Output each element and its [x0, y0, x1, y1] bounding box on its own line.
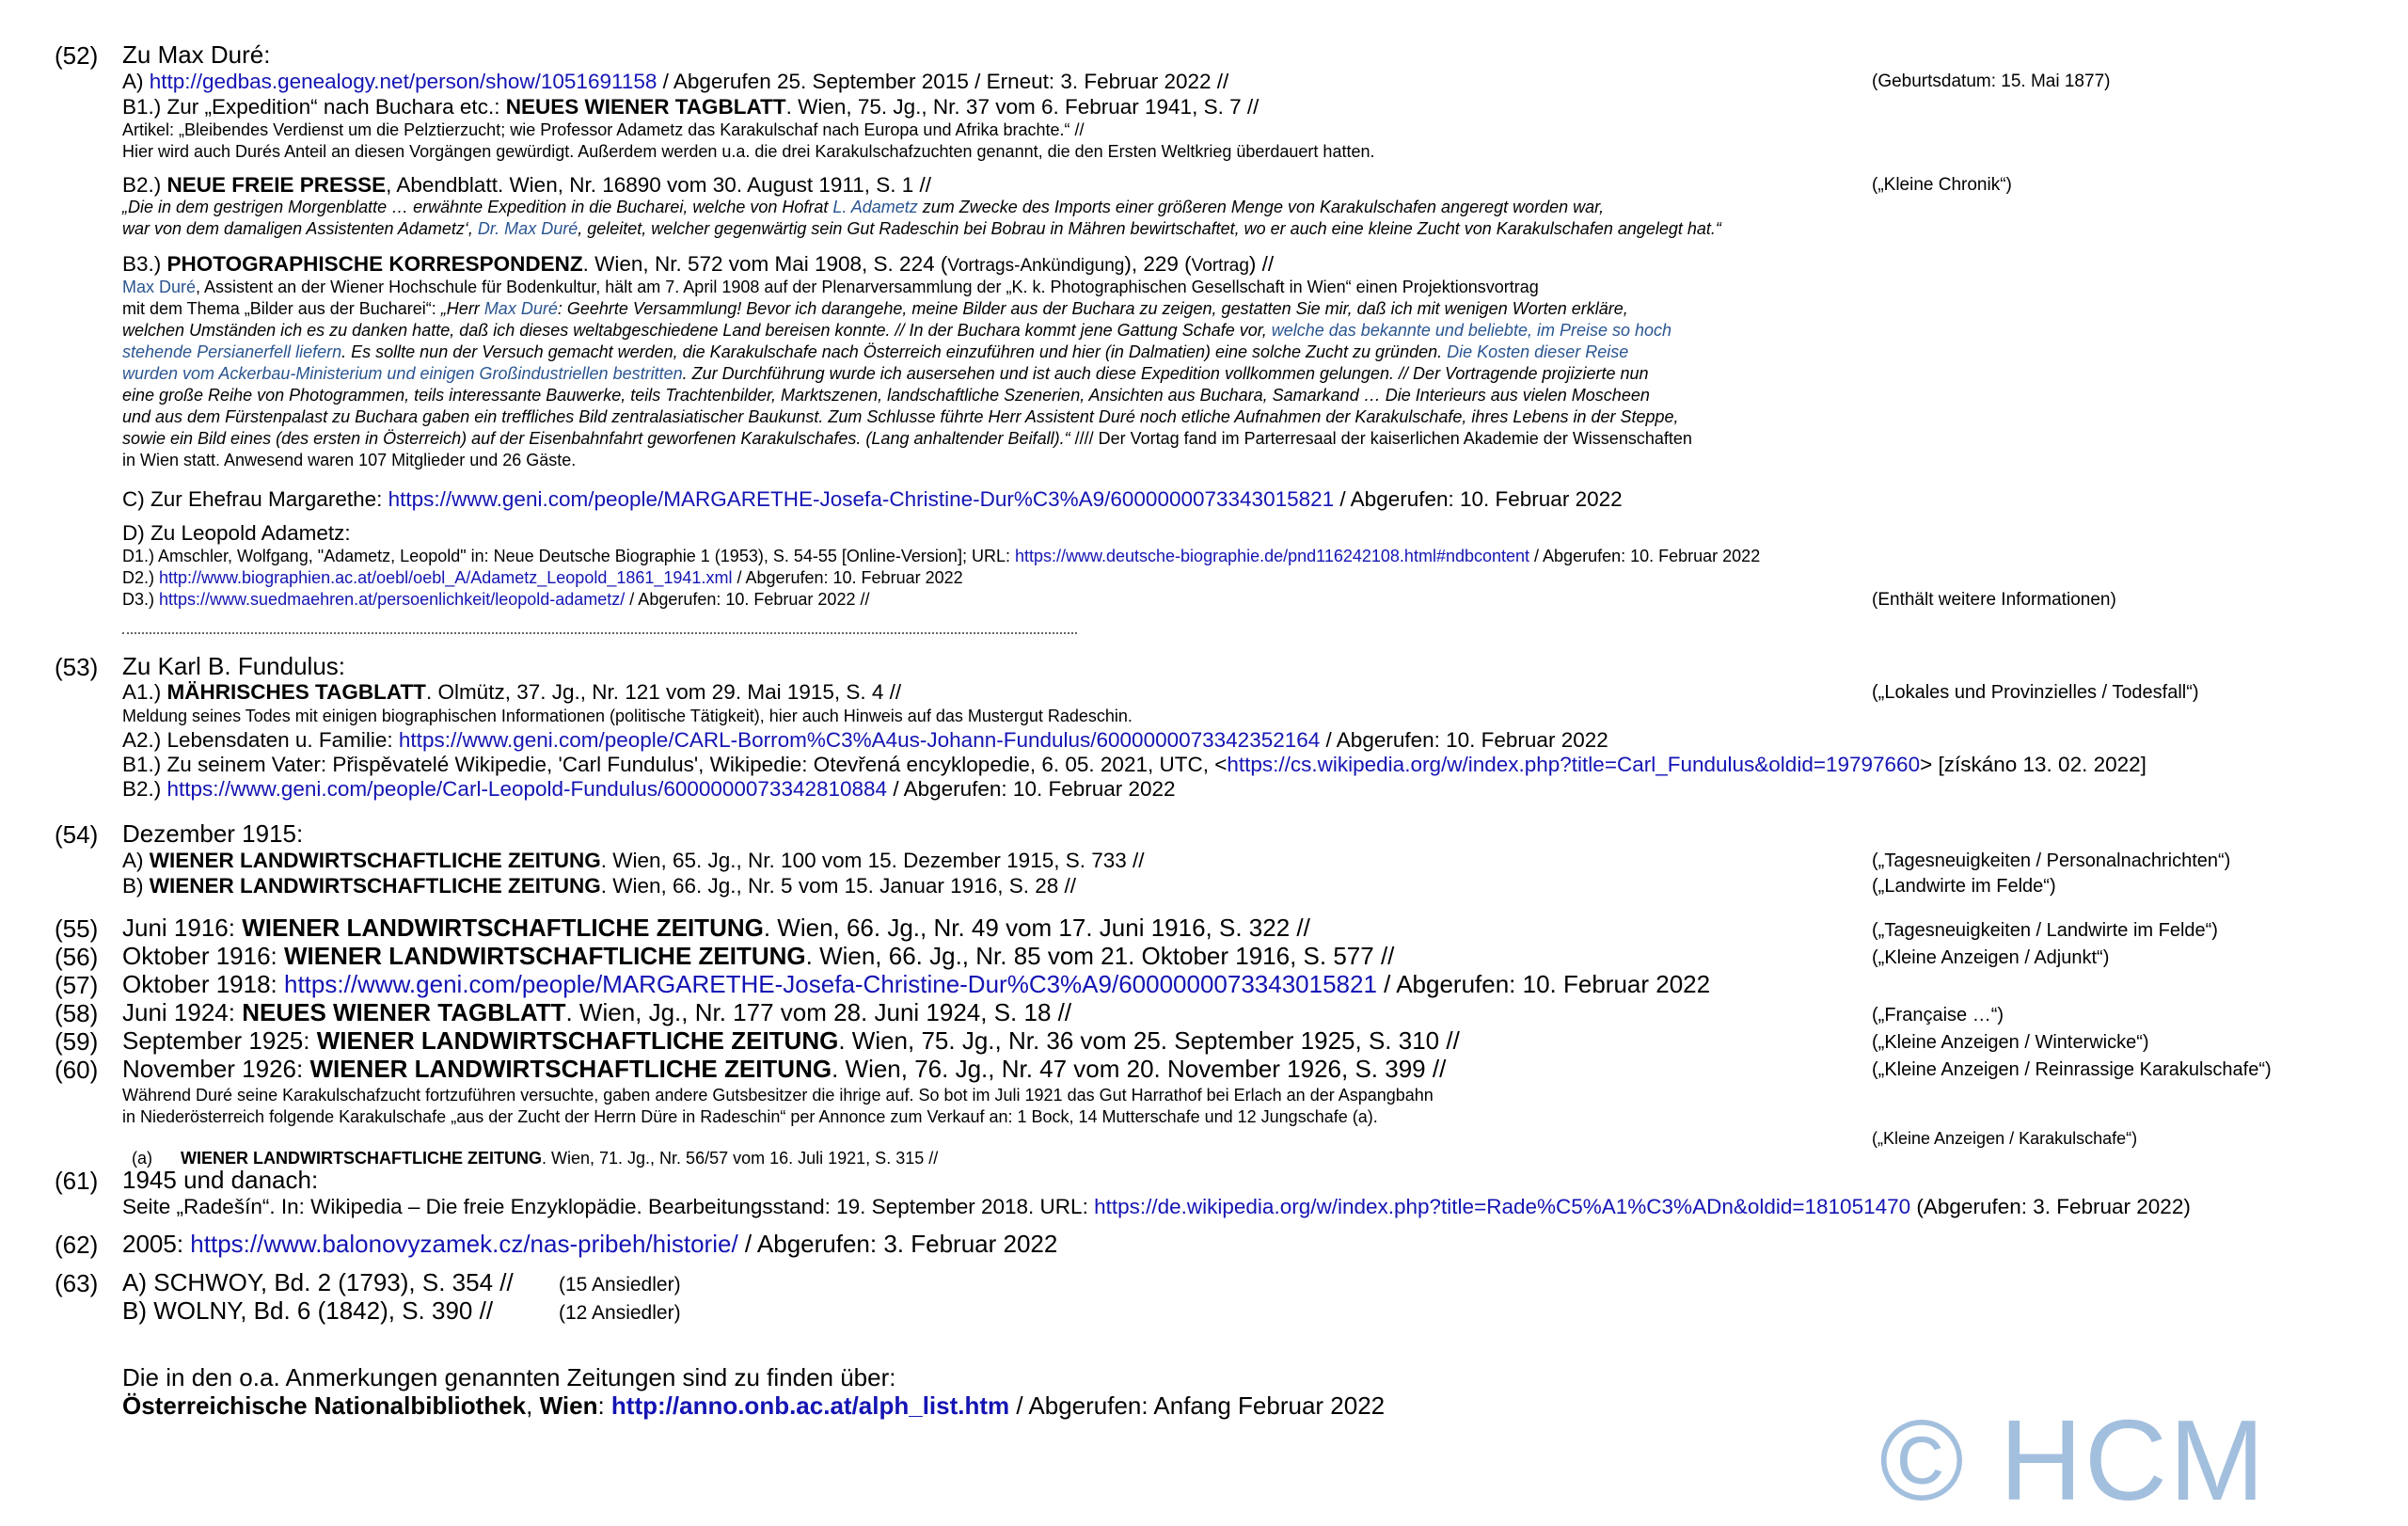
entry-55-prefix: Juni 1916:: [122, 914, 243, 942]
entry-52-b2-source: NEUE FREIE PRESSE: [166, 173, 387, 197]
text: //// Der Vortag fand im Parterresaal der kaiserlichen Akademie der Wissenschaften: [1069, 429, 1692, 448]
entry-57-link[interactable]: https://www.geni.com/people/MARGARETHE-Josefa-Christine-Dur%C3%A9/6000000073343015821: [284, 970, 1377, 998]
entry-53-b2-prefix: B2.): [122, 777, 167, 801]
entry-53-a1: [122, 680, 901, 705]
quote-text: sowie ein Bild eines (des ersten in Österreich) auf der Eisenbahnfahrt geworfenen Karakulschafes. (Lang anhaltender Beifall).“: [122, 429, 1070, 448]
entry-52-d1-suffix: / Abgerufen: 10. Februar 2022: [1529, 547, 1761, 565]
entry-52-d3: [122, 590, 869, 610]
note-number-54: (54): [55, 820, 99, 849]
entry-52-a-prefix: A): [122, 70, 150, 93]
entry-53-b1-prefix: B1.) Zu seinem Vater: Přispěvatelé Wikipedie, 'Carl Fundulus', Wikipedie: Otevřená encyklopedie, 6. 05. 2021, UTC, <: [122, 753, 1228, 776]
quote-text: war von dem damaligen Assistenten Adametz‘,: [122, 219, 478, 238]
entry-53-a2: [122, 728, 1608, 753]
footer-line1: Die in den o.a. Anmerkungen genannten Zeitungen sind zu finden über:: [122, 1363, 896, 1391]
quote-text: „Die in dem gestrigen Morgenblatte … erwähnte Expedition in die Bucharei, welche von Hofrat: [122, 198, 833, 216]
note-number-59: (59): [55, 1027, 99, 1056]
quote-highlight: wurden vom Ackerbau-Ministerium und einigen Großindustriellen bestritten: [122, 364, 683, 383]
entry-55-source: WIENER LANDWIRTSCHAFTLICHE ZEITUNG: [242, 914, 764, 942]
quote-text: : Geehrte Versammlung! Bevor ich darangehe, meine Bilder aus der Buchara zu zeigen, gestatten Sie mir, daß ich mit wenigen Worten erkläre,: [557, 299, 1628, 318]
entry-52-b3: [122, 252, 1274, 277]
entry-52-b1-prefix: B1.) Zur „Expedition“ nach Buchara etc.:: [122, 95, 506, 119]
entry-52-b3-line6: eine große Reihe von Photogrammen, teils interessante Bauwerke, teils Trachtenbilder, Marktszenen, landschaftliche Szenerien, Ansichten aus Buchara, Samarkand … Die Interieurs aus vielen Moscheen: [122, 386, 1650, 405]
footer-sep: ,: [526, 1391, 540, 1420]
entry-52-b1-suffix: . Wien, 75. Jg., Nr. 37 vom 6. Februar 1941, S. 7 //: [785, 95, 1259, 119]
quote-name-adametz: L. Adametz: [832, 198, 918, 216]
entry-52-b1-line2: Hier wird auch Durés Anteil an diesen Vorgängen gewürdigt. Außerdem werden u.a. die drei Karakulschafzuchten genannt, die den Ersten Weltkrieg überdauert hatten.: [122, 142, 1375, 161]
entry-53-a1-note: („Lokales und Provinzielles / Todesfall“): [1872, 682, 2199, 703]
entry-52-b3-line7: und aus dem Fürstenpalast zu Buchara gaben ein treffliches Bild zentralasiatischer Baukunst. Zum Schlusse führte Herr Assistent Duré noch etliche Aufnahmen der Karakulschafe, ihres Lebens in der Steppe,: [122, 407, 1679, 426]
entry-52-b3-line9: in Wien statt. Anwesend waren 107 Mitglieder und 26 Gäste.: [122, 451, 577, 469]
entry-52-b3-tag1: Vortrags-Ankündigung: [947, 256, 1125, 276]
entry-54-b-suffix: . Wien, 66. Jg., Nr. 5 vom 15. Januar 1916, S. 28 //: [600, 874, 1076, 898]
entry-53-a1-prefix: A1.): [122, 680, 167, 704]
entry-53-a1-line1: Meldung seines Todes mit einigen biographischen Informationen (politische Tätigkeit), hier auch Hinweis auf das Mustergut Radeschin.: [122, 707, 1133, 725]
note-number-57: (57): [55, 971, 99, 999]
entry-60-prefix: November 1926:: [122, 1055, 310, 1083]
entry-59: [122, 1027, 1460, 1056]
name-dure: Max Duré: [483, 299, 558, 318]
entry-59-prefix: September 1925:: [122, 1026, 317, 1055]
entry-52-b3-source: PHOTOGRAPHISCHE KORRESPONDENZ: [166, 252, 583, 276]
entry-52-d1-prefix: D1.) Amschler, Wolfgang, "Adametz, Leopold" in: Neue Deutsche Biographie 1 (1953), S. 54-55 [Online-Version]; URL:: [122, 547, 1015, 565]
quote-text: welchen Umständen ich es zu danken hatte, daß ich dieses weltabgeschiedene Land bereisen konnte. // In der Buchara kommt jene Gattung Schafe vor,: [122, 321, 1272, 340]
entry-52-b3-line1: [122, 278, 1539, 297]
entry-52-d2-link[interactable]: http://www.biographien.ac.at/oebl/oebl_A/Adametz_Leopold_1861_1941.xml: [159, 568, 733, 587]
entry-52-title: Zu Max Duré:: [122, 40, 271, 69]
entry-52-a-note: (Geburtsdatum: 15. Mai 1877): [1872, 72, 2111, 91]
entry-52-b1: [122, 95, 1259, 119]
footer-suffix: / Abgerufen: Anfang Februar 2022: [1009, 1391, 1386, 1420]
entry-60-note: („Kleine Anzeigen / Reinrassige Karakulschafe“): [1872, 1059, 2272, 1080]
entry-62: [122, 1231, 1057, 1259]
entry-54-b: [122, 874, 1076, 898]
note-number-60: (60): [55, 1056, 99, 1084]
entry-58: [122, 999, 1071, 1027]
entry-53-b2-suffix: / Abgerufen: 10. Februar 2022: [887, 777, 1176, 801]
entry-52-b2-prefix: B2.): [122, 173, 167, 197]
quote-highlight: Die Kosten dieser Reise: [1447, 342, 1629, 361]
entry-52-c: [122, 487, 1623, 512]
footer-line2: [122, 1392, 1385, 1421]
footer-city: Wien: [539, 1391, 598, 1420]
entry-52-d3-suffix: / Abgerufen: 10. Februar 2022 //: [625, 590, 870, 609]
copyright-watermark: © HCM: [1879, 1396, 2267, 1524]
entry-60-line2: in Niederösterreich folgende Karakulschafe „aus der Zucht der Herrn Düre in Radeschin“ per Annonce zum Verkauf an: 1 Bock, 14 Mutterschafe und 12 Jungschafe (a).: [122, 1107, 1378, 1126]
entry-58-source: NEUES WIENER TAGBLATT: [242, 998, 566, 1026]
entry-52-b2-quote2: [122, 219, 1721, 239]
entry-53-b1-suffix: > [získáno 13. 02. 2022]: [1920, 753, 2147, 776]
entry-52-b3-prefix: B3.): [122, 252, 167, 276]
note-number-55: (55): [55, 914, 99, 943]
entry-53-b1-link[interactable]: https://cs.wikipedia.org/w/index.php?title=Carl_Fundulus&oldid=19797660: [1227, 753, 1921, 776]
entry-62-link[interactable]: https://www.balonovyzamek.cz/nas-pribeh/historie/: [190, 1230, 738, 1258]
entry-60-suffix: . Wien, 76. Jg., Nr. 47 vom 20. November 1926, S. 399 //: [832, 1055, 1447, 1083]
entry-55-note: („Tagesneuigkeiten / Landwirte im Felde“): [1872, 920, 2218, 941]
quote-name-dure: Dr. Max Duré: [477, 219, 578, 238]
note-number-63: (63): [55, 1269, 99, 1297]
entry-52-d1: [122, 547, 1760, 566]
footer-anno-link[interactable]: http://anno.onb.ac.at/alph_list.htm: [610, 1391, 1010, 1420]
entry-53-b2: [122, 777, 1176, 802]
entry-60-source: WIENER LANDWIRTSCHAFTLICHE ZEITUNG: [309, 1055, 832, 1083]
entry-54-a: [122, 849, 1145, 873]
section-divider: [122, 632, 1077, 634]
entry-52-b2-suffix: , Abendblatt. Wien, Nr. 16890 vom 30. August 1911, S. 1 //: [386, 173, 932, 197]
quote-text: „Herr: [440, 299, 484, 318]
entry-63-a-note: (15 Ansiedler): [559, 1274, 681, 1296]
entry-56-note: („Kleine Anzeigen / Adjunkt“): [1872, 947, 2110, 968]
entry-52-b3-mid2: ), 229 (: [1124, 252, 1192, 276]
entry-54-a-suffix: . Wien, 65. Jg., Nr. 100 vom 15. Dezember 1915, S. 733 //: [600, 849, 1145, 872]
entry-53-a2-suffix: / Abgerufen: 10. Februar 2022: [1320, 728, 1608, 752]
entry-61-suffix: (Abgerufen: 3. Februar 2022): [1910, 1195, 2191, 1218]
entry-61-line: [122, 1195, 2191, 1219]
entry-61-title: 1945 und danach:: [122, 1166, 319, 1194]
entry-57-suffix: / Abgerufen: 10. Februar 2022: [1376, 970, 1711, 998]
entry-56: [122, 943, 1394, 971]
entry-52-d1-link[interactable]: https://www.deutsche-biographie.de/pnd116242108.html#ndbcontent: [1014, 547, 1530, 565]
entry-55: [122, 914, 1310, 943]
entry-54-a-prefix: A): [122, 849, 150, 872]
entry-52-d2-suffix: / Abgerufen: 10. Februar 2022: [732, 568, 963, 587]
entry-52-a: [122, 70, 1228, 94]
entry-52-c-suffix: / Abgerufen: 10. Februar 2022: [1334, 487, 1623, 511]
entry-56-prefix: Oktober 1916:: [122, 942, 284, 970]
entry-52-b1-line1: Artikel: „Bleibendes Verdienst um die Pelztierzucht; wie Professor Adametz das Karakulschaf nach Europa und Afrika brachte.“ //: [122, 120, 1085, 139]
entry-59-source: WIENER LANDWIRTSCHAFTLICHE ZEITUNG: [316, 1026, 839, 1055]
entry-58-suffix: . Wien, Jg., Nr. 177 vom 28. Juni 1924, S. 18 //: [565, 998, 1072, 1026]
entry-54-a-source: WIENER LANDWIRTSCHAFTLICHE ZEITUNG: [149, 849, 601, 872]
entry-52-d3-prefix: D3.): [122, 590, 160, 609]
entry-63-a: A) SCHWOY, Bd. 2 (1793), S. 354 //: [122, 1268, 514, 1296]
quote-text: . Zur Durchführung wurde ich ausersehen und ist auch diese Expedition vollkommen gelungen. // Der Vortragende projizierte nun: [682, 364, 1649, 383]
entry-54-b-prefix: B): [122, 874, 150, 898]
entry-59-note: („Kleine Anzeigen / Winterwicke“): [1872, 1032, 2149, 1053]
entry-53-a1-suffix: . Olmütz, 37. Jg., Nr. 121 vom 29. Mai 1915, S. 4 //: [425, 680, 902, 704]
entry-52-b3-end: ) //: [1248, 252, 1275, 276]
entry-52-b3-mid: . Wien, Nr. 572 vom Mai 1908, S. 224 (: [582, 252, 948, 276]
note-number-52: (52): [55, 41, 99, 70]
entry-52-a-suffix: / Abgerufen 25. September 2015 / Erneut: 3. Februar 2022 //: [657, 70, 1229, 93]
note-number-62: (62): [55, 1231, 99, 1259]
entry-52-d-title: D) Zu Leopold Adametz:: [122, 521, 351, 545]
entry-53-a2-link[interactable]: https://www.geni.com/people/CARL-Borrom%C3%A4us-Johann-Fundulus/6000000073342352164: [398, 728, 1321, 752]
entry-52-b3-tag2: Vortrag: [1191, 256, 1249, 276]
entry-52-d2-prefix: D2.): [122, 568, 160, 587]
entry-57-prefix: Oktober 1918:: [122, 970, 284, 998]
entry-58-prefix: Juni 1924:: [122, 998, 243, 1026]
entry-52-d2: [122, 568, 963, 588]
entry-53-a2-prefix: A2.) Lebensdaten u. Familie:: [122, 728, 399, 752]
entry-60-footnote-a: [122, 1129, 938, 1168]
entry-58-note: („Française …“): [1872, 1005, 2004, 1025]
entry-52-b1-source: NEUES WIENER TAGBLATT: [505, 95, 786, 119]
note-number-53: (53): [55, 653, 99, 681]
entry-52-c-link[interactable]: https://www.geni.com/people/MARGARETHE-Josefa-Christine-Dur%C3%A9/6000000073343015821: [388, 487, 1335, 511]
entry-52-b2-note: („Kleine Chronik“): [1872, 175, 2012, 195]
entry-54-b-source: WIENER LANDWIRTSCHAFTLICHE ZEITUNG: [149, 874, 601, 898]
entry-59-suffix: . Wien, 75. Jg., Nr. 36 vom 25. September 1925, S. 310 //: [838, 1026, 1460, 1055]
entry-53-title: Zu Karl B. Fundulus:: [122, 652, 345, 680]
note-number-58: (58): [55, 999, 99, 1027]
note-number-56: (56): [55, 943, 99, 971]
entry-52-c-prefix: C) Zur Ehefrau Margarethe:: [122, 487, 388, 511]
entry-54-a-note: („Tagesneuigkeiten / Personalnachrichten“): [1872, 850, 2231, 871]
entry-60-a-suffix: . Wien, 71. Jg., Nr. 56/57 vom 16. Juli 1921, S. 315 //: [542, 1148, 939, 1168]
footer-library: Österreichische Nationalbibliothek: [122, 1391, 527, 1420]
entry-56-source: WIENER LANDWIRTSCHAFTLICHE ZEITUNG: [284, 942, 806, 970]
entry-60-a-note: („Kleine Anzeigen / Karakulschafe“): [1872, 1129, 2138, 1148]
entry-52-d3-note: (Enthält weitere Informationen): [1872, 590, 2116, 610]
entry-63-b: B) WOLNY, Bd. 6 (1842), S. 390 //: [122, 1296, 494, 1325]
entry-54-b-note: („Landwirte im Felde“): [1872, 876, 2056, 897]
entry-54-title: Dezember 1915:: [122, 819, 304, 848]
quote-highlight: stehende Persianerfell liefern: [122, 342, 342, 361]
entry-57: [122, 971, 1710, 999]
quote-text: , geleitet, welcher gegenwärtig sein Gut Radeschin bei Bobrau in Mähren bewirtschaftet, wo er auch eine kleine Zucht von Karakulschafen angelegt hat.“: [578, 219, 1721, 238]
entry-61-prefix: Seite „Radešín“. In: Wikipedia – Die freie Enzyklopädie. Bearbeitungsstand: 19. September 2018. URL:: [122, 1195, 1095, 1218]
entry-52-b3-line3: [122, 321, 1671, 341]
entry-60-a-prefix: (a): [132, 1148, 182, 1168]
quote-text: zum Zwecke des Imports einer größeren Menge von Karakulschafen angeregt worden war,: [917, 198, 1605, 216]
footer-colon: :: [597, 1391, 611, 1420]
text: , Assistent an der Wiener Hochschule für Bodenkultur, hält am 7. April 1908 auf der Plenarversammlung der „K. k. Photographischen Gesellschaft in Wien“ einen Projektionsvortrag: [196, 278, 1539, 296]
entry-61-link[interactable]: https://de.wikipedia.org/w/index.php?title=Rade%C5%A1%C3%ADn&oldid=181051470: [1094, 1195, 1911, 1218]
entry-52-b3-line2: [122, 299, 1628, 319]
quote-highlight: welche das bekannte und beliebte, im Preise so hoch: [1271, 321, 1672, 340]
note-number-61: (61): [55, 1167, 99, 1195]
entry-63-b-note: (12 Ansiedler): [559, 1302, 681, 1324]
entry-60: [122, 1056, 1446, 1084]
entry-52-d3-link[interactable]: https://www.suedmaehren.at/persoenlichkeit/leopold-adametz/: [159, 590, 626, 609]
entry-56-suffix: . Wien, 66. Jg., Nr. 85 vom 21. Oktober 1916, S. 577 //: [805, 942, 1395, 970]
name-dure: Max Duré: [122, 278, 197, 296]
entry-53-a1-source: MÄHRISCHES TAGBLATT: [166, 680, 426, 704]
entry-52-a-link[interactable]: http://gedbas.genealogy.net/person/show/1051691158: [149, 70, 657, 93]
entry-53-b2-link[interactable]: https://www.geni.com/people/Carl-Leopold-Fundulus/6000000073342810884: [166, 777, 888, 801]
entry-52-b3-line5: [122, 364, 1649, 384]
entry-52-b3-line8: [122, 429, 1692, 449]
quote-text: . Es sollte nun der Versuch gemacht werden, die Karakulschafe nach Österreich einzuführen und hier (in Dalmatien) eine solche Zucht zu gründen.: [341, 342, 1448, 361]
entry-60-a-source: WIENER LANDWIRTSCHAFTLICHE ZEITUNG: [181, 1148, 542, 1168]
entry-52-b2: [122, 173, 931, 198]
entry-52-b2-quote1: [122, 198, 1604, 217]
entry-60-line1: Während Duré seine Karakulschafzucht fortzuführen versuchte, gaben andere Gutsbesitzer die ihrige auf. So bot im Juli 1921 das Gut Harrathof bei Erlach an der Aspangbahn: [122, 1086, 1434, 1105]
entry-62-suffix: / Abgerufen: 3. Februar 2022: [737, 1230, 1058, 1258]
entry-55-suffix: . Wien, 66. Jg., Nr. 49 vom 17. Juni 1916, S. 322 //: [763, 914, 1310, 942]
text: mit dem Thema „Bilder aus der Bucharei“:: [122, 299, 441, 318]
entry-62-prefix: 2005:: [122, 1230, 191, 1258]
entry-53-b1: [122, 753, 2147, 777]
entry-52-b3-line4: [122, 342, 1628, 362]
